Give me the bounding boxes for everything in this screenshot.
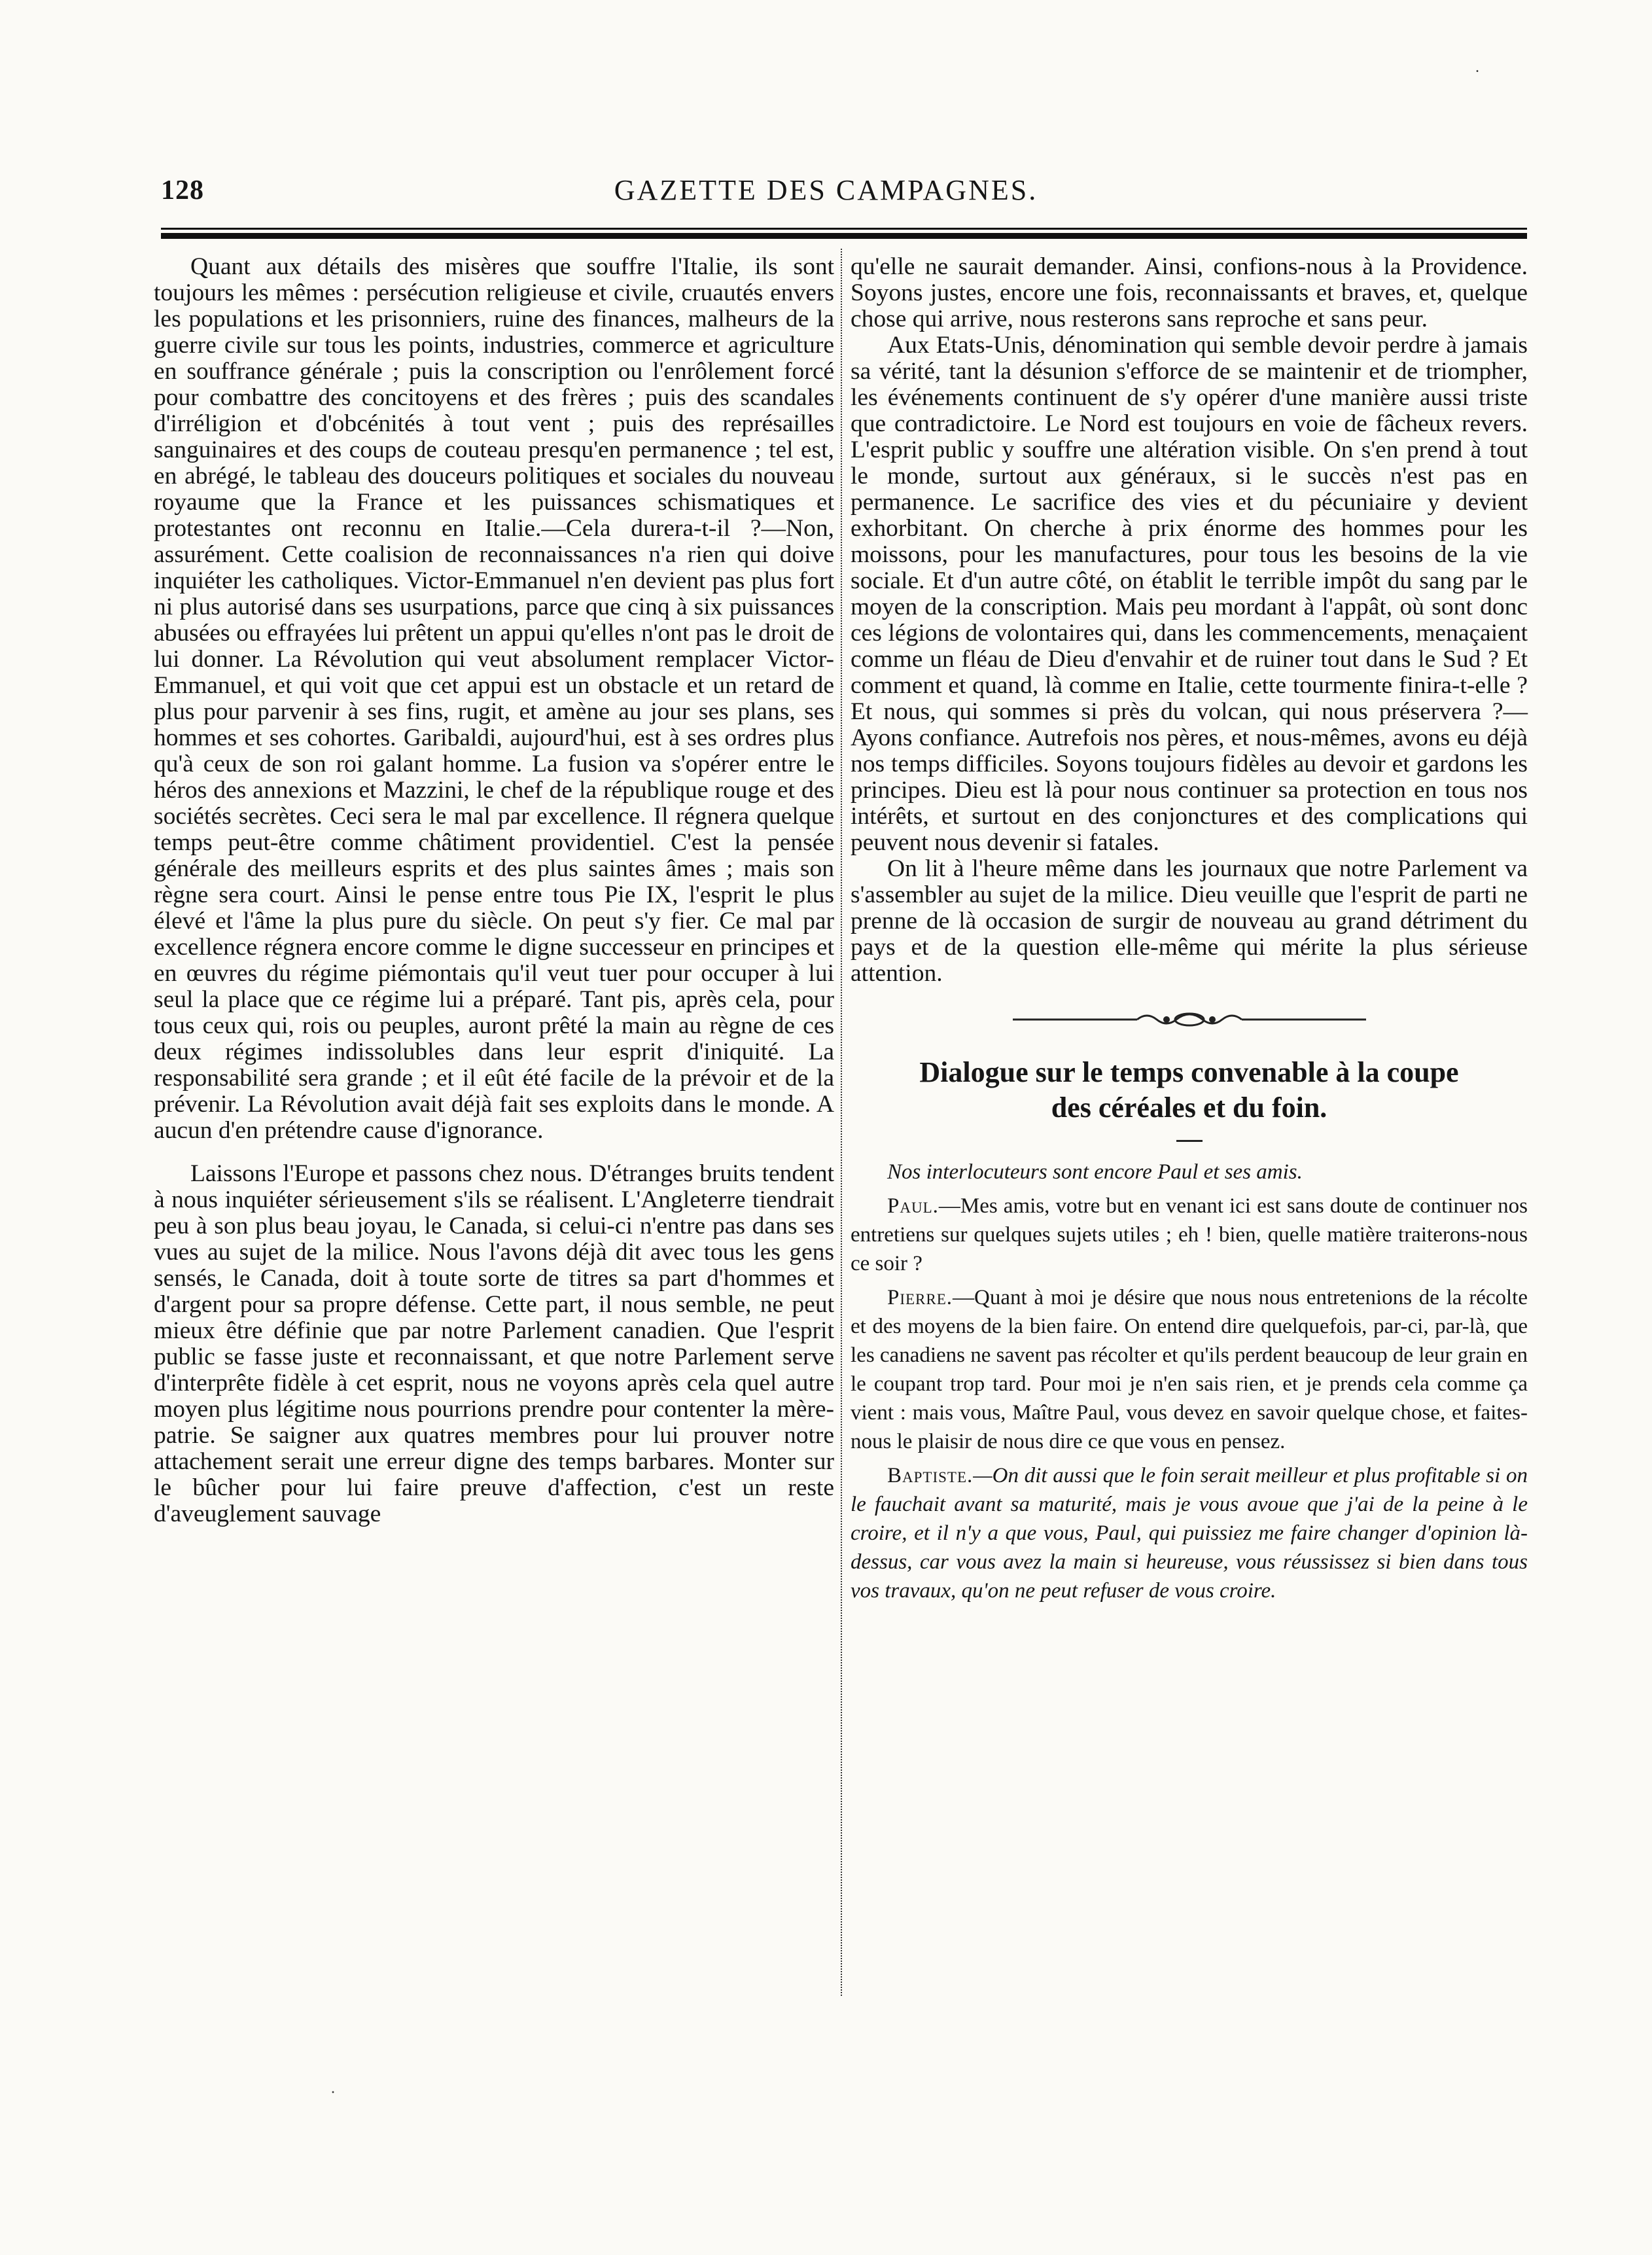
header-rule-thick — [161, 233, 1527, 239]
speaker-pierre: Pierre. — [887, 1286, 953, 1309]
speech-paul: —Mes amis, votre but en venant ici est sans doute de continuer nos entretiens sur quelques sujets utiles ; eh ! bien, quelle matière traiterons-nous ce soir ? — [851, 1194, 1528, 1275]
article-paragraph-united-states: Aux Etats-Unis, dénomination qui semble devoir perdre à jamais sa vérité, tant la désunion s'efforce de se maintenir et de triompher, les événements continuent de s'y opérer d'une manière aussi triste que contradictoire. Le Nord est toujours en voie de fâcheux revers. L'esprit public y souffre une altération visible. On s'en prend à tout le monde, surtout aux généraux, si le succès n'est pas en permanence. Le sacrifice des vies et du pécuniaire y devient exhorbitant. On cherche à prix énorme des hommes pour les moissons, pour les manufactures, pour tous les besoins de la vie sociale. Et d'un autre côté, on établit le terrible impôt du sang par le moyen de la conscription. Mais peu mordant à l'appât, où sont donc ces légions de volontaires qui, dans les commencements, menaçaient comme un fléau de Dieu d'envahir et de ruiner tout dans le Sud ? Et comment et quand, là comme en Italie, cette tourmente finira-t-elle ? Et nous, qui sommes si près du volcan, qui nous préservera ?—Ayons confiance. Autrefois nos pères, et nous-mêmes, avons eu déjà nos temps difficiles. Soyons toujours fidèles au devoir et gardons les principes. Dieu est là pour nous continuer sa protection en tous nos intérêts, et surtout en des conjonctures et des complications qui peuvent nous devenir si fatales. — [851, 332, 1528, 856]
left-column — [154, 254, 834, 1527]
ink-speck: . — [1475, 59, 1479, 76]
dialogue-baptiste — [851, 1461, 1528, 1605]
ink-speck: · — [330, 2084, 336, 2101]
speaker-paul: Paul. — [887, 1194, 939, 1218]
article-paragraph-canada: Laissons l'Europe et passons chez nous. D'étranges bruits tendent à nous inquiéter sérieusement s'ils se réalisent. L'Angleterre tiendrait peu à son plus beau joyau, le Canada, si celui-ci n'entre pas dans ses vues au sujet de la milice. Nous l'avons déjà dit avec tous les gens sensés, le Canada, doit à toute sorte de titres sa part d'hommes et d'argent pour sa propre défense. Cette part, il nous semble, ne peut mieux être définie que par notre Parlement canadien. Que l'esprit public se fasse juste et reconnaissant, et que notre Parlement serve d'interprête fidèle à cet esprit, nous ne voyons après cela quel autre moyen plus légitime nous pourrions prendre pour contenter la mère-patrie. Se saigner aux quatres membres pour lui prouver notre attachement serait une erreur digne des temps barbares. Monter sur le bûcher pour lui faire preuve d'affection, c'est un reste d'aveuglement sauvage — [154, 1160, 834, 1527]
ornament-flourish-icon — [1006, 1006, 1373, 1033]
dialogue-title-line-1: Dialogue sur le temps convenable à la coupe — [919, 1056, 1459, 1088]
section-ornament — [851, 1006, 1528, 1033]
speaker-baptiste: Baptiste. — [887, 1464, 974, 1487]
speech-pierre: —Quant à moi je désire que nous nous entretenions de la récolte et des moyens de la bien faire. On entend dire quelquefois, par-ci, par-là, que les canadiens ne savent pas récolter et qu'ils perdent beaucoup de leur grain en le coupant trop tard. Pour moi je n'en sais rien, et je prends cela comme ça vient : mais vous, Maître Paul, vous devez en savoir quelque chose, et faites-nous le plaisir de nous dire ce que vous en pensez. — [851, 1286, 1528, 1453]
right-column — [851, 254, 1528, 1605]
page-number: 128 — [161, 175, 204, 205]
speech-baptiste: —On dit aussi que le foin serait meilleur et plus profitable si on le fauchait avant sa maturité, mais je vous avoue que j'ai de la peine à le croire, et il n'y a que vous, Paul, qui puissiez me faire changer d'opinion là-dessus, car vous avez la main si heureuse, vous réussissez si bien dans tous vos travaux, qu'on ne peut refuser de vous croire. — [851, 1464, 1528, 1603]
column-divider — [841, 249, 842, 1996]
article-paragraph-continuation: qu'elle ne saurait demander. Ainsi, confions-nous à la Providence. Soyons justes, encore une fois, reconnaissants et braves, et, quelque chose qui arrive, nous resterons sans reproche et sans peur. — [851, 253, 1528, 332]
dialogue-title-line-2: des céréales et du foin. — [1051, 1092, 1327, 1124]
article-paragraph-italy: Quant aux détails des misères que souffre l'Italie, ils sont toujours les mêmes : persécution religieuse et civile, cruautés envers les populations et les prisonniers, ruine des finances, malheurs de la guerre civile sur tous les points, industries, commerce et agriculture en souffrance générale ; puis la conscription ou l'enrôlement forcé pour combattre des concitoyens et des frères ; puis des scandales d'irréligion et d'obcénités à tout vent ; puis des représailles sanguinaires et des coups de couteau presqu'en permanence ; tel est, en abrégé, le tableau des douceurs politiques et sociales du nouveau royaume que la France et les puissances schismatiques et protestantes ont reconnu en Italie.—Cela durera-t-il ?—Non, assurément. Cette coalision de reconnaissances n'a rien qui doive inquiéter les catholiques. Victor-Emmanuel n'en devient pas plus fort ni plus autorisé dans ses usurpations, parce que cinq à six puissances abusées ou effrayées lui prêtent un appui qu'elles n'ont pas le droit de lui donner. La Révolution qui veut absolument remplacer Victor-Emmanuel, et qui voit que cet appui est un obstacle et un retard de plus pour parvenir à ses fins, rugit, et amène au jour ses plans, ses hommes et ses cohortes. Garibaldi, aujourd'hui, est à ses ordres plus qu'à ceux de son roi galant homme. La fusion va s'opérer entre le héros des annexions et Mazzini, le chef de la république rouge et des sociétés secrètes. Ceci sera le mal par excellence. Il régnera quelque temps peut-être comme châtiment providentiel. C'est la pensée générale des meilleurs esprits et des plus saintes âmes ; mais son règne sera court. Ainsi le pense entre tous Pie IX, l'esprit le plus élevé et l'âme la plus pure du siècle. On peut s'y fier. Ce mal par excellence régnera encore comme le digne successeur en principes et en œuvres du régime piémontais qu'il veut tuer pour occuper à lui seul la place que ce régime lui a préparé. Tant pis, après cela, pour tous ceux qui, rois ou peuples, auront prêté la main au règne de ces deux régimes indissolubles dans leur esprit d'iniquité. La responsabilité sera grande ; et il eût été facile de la prévoir et de la prévenir. La Révolution avait déjà fait ses exploits dans le monde. A aucun d'en prétendre cause d'ignorance. — [154, 253, 834, 1144]
article-paragraph-parliament: On lit à l'heure même dans les journaux que notre Parlement va s'assembler au sujet de la milice. Dieu veuille que l'esprit de parti ne prenne de là occasion de surgir de nouveau au grand détriment du pays et de la question elle-même qui mérite la plus sérieuse attention. — [851, 855, 1528, 987]
title-rule — [1176, 1140, 1203, 1142]
header-rule-thin — [161, 228, 1527, 230]
dialogue-pierre — [851, 1283, 1528, 1456]
dialogue-paul — [851, 1192, 1528, 1278]
dialogue-intro: Nos interlocuteurs sont encore Paul et ses amis. — [887, 1160, 1303, 1184]
running-title: GAZETTE DES CAMPAGNES. — [614, 174, 1038, 206]
